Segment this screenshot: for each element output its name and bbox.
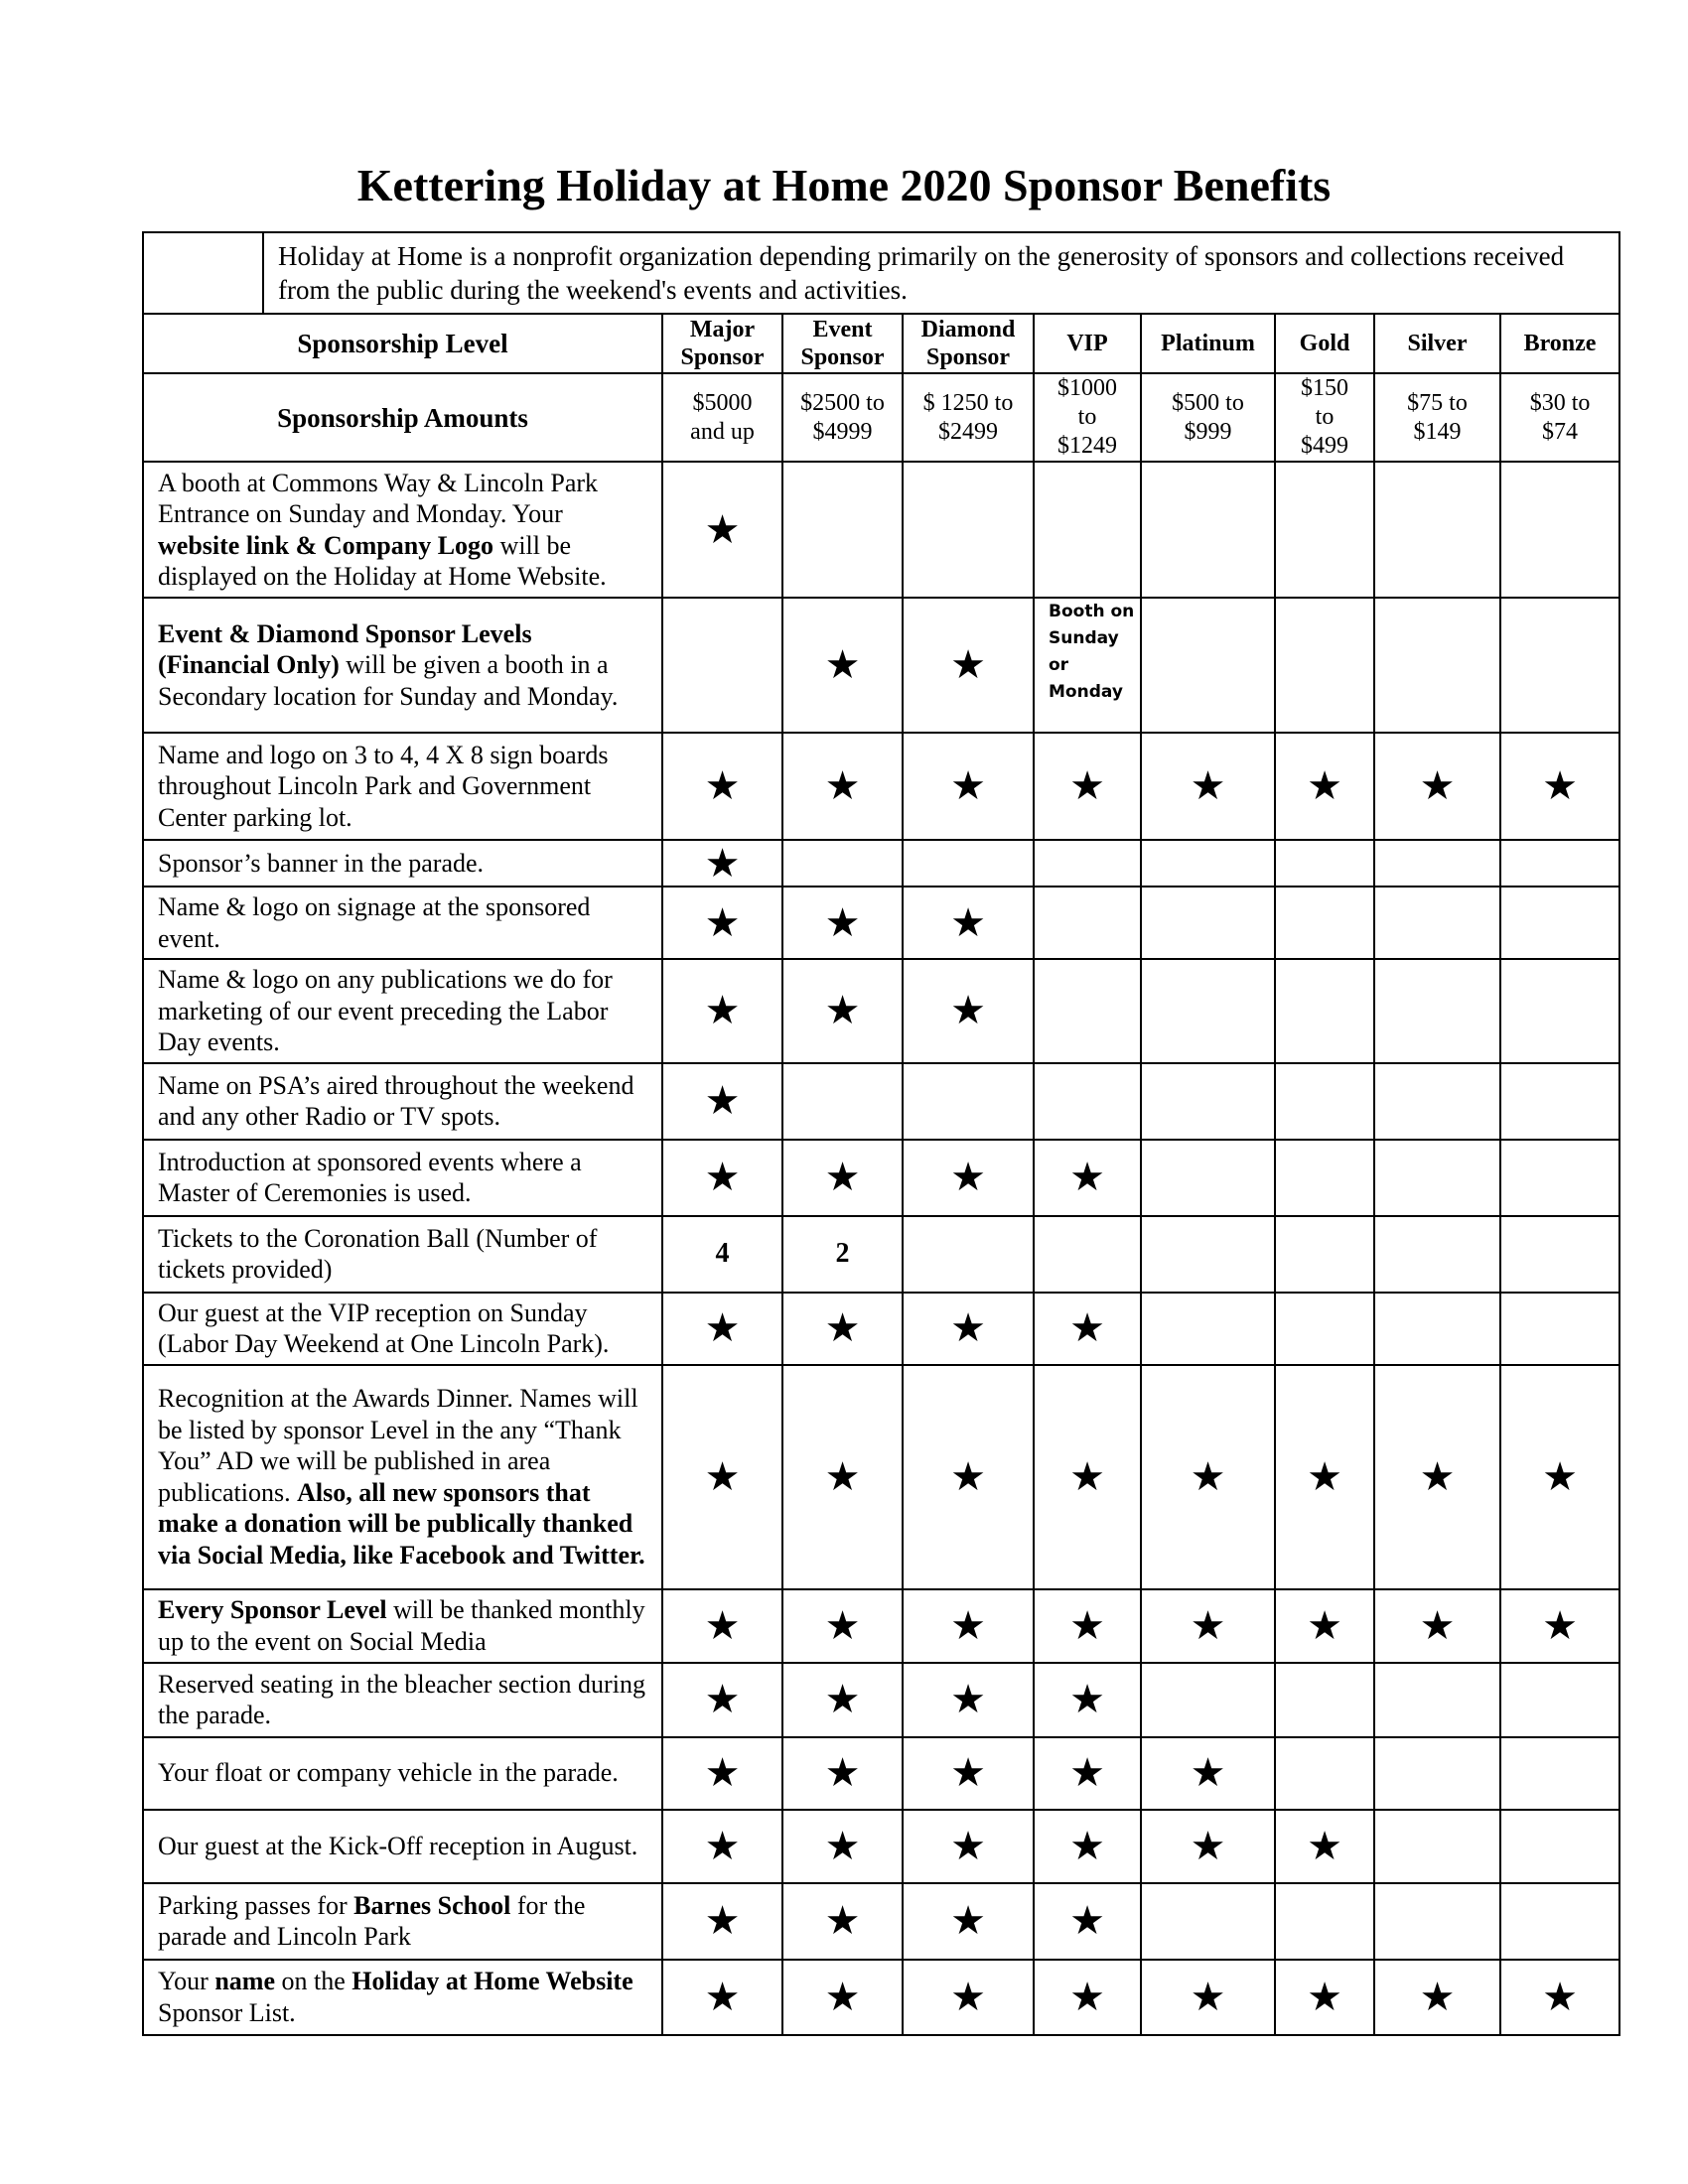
amount-text: $5000 (692, 389, 753, 416)
amount-text: $30 to (1529, 389, 1591, 416)
benefit-text: Reserved seating in the bleacher section during the parade. (158, 1669, 645, 1729)
star-icon: ★ (662, 1365, 782, 1589)
empty-cell (662, 598, 782, 733)
benefit-row (143, 1663, 1619, 1737)
benefit-row (143, 462, 1619, 598)
benefit-row (143, 1293, 1619, 1365)
amount-bronze (1500, 373, 1619, 462)
empty-cell (782, 1063, 903, 1140)
amount-text: $ 1250 to (922, 389, 1014, 416)
benefit-bold-text: Every Sponsor Level (158, 1595, 387, 1624)
level-header-text: Bronze (1523, 331, 1597, 356)
empty-cell (1500, 840, 1619, 887)
benefit-text: Our guest at the VIP reception on Sunday (Labor Day Weekend at One Lincoln Park). (158, 1297, 610, 1358)
sponsorship-level-label: Sponsorship Level (143, 314, 662, 373)
empty-cell (1275, 462, 1374, 598)
amount-text: $1249 (1057, 433, 1117, 459)
empty-cell (1034, 1216, 1141, 1293)
empty-cell (1500, 462, 1619, 598)
star-icon: ★ (662, 887, 782, 959)
benefit-text: Sponsor List. (158, 1997, 296, 2027)
star-icon: ★ (782, 1293, 903, 1365)
empty-cell (1500, 1883, 1619, 1960)
benefit-row (143, 840, 1619, 887)
star-icon: ★ (662, 1589, 782, 1663)
star-icon: ★ (1275, 1810, 1374, 1883)
benefit-bold-text: Holiday at Home Website (352, 1967, 633, 1995)
star-icon: ★ (1034, 1737, 1141, 1810)
empty-cell (903, 1216, 1034, 1293)
star-icon: ★ (903, 1960, 1034, 2035)
star-icon: ★ (782, 1960, 903, 2035)
benefit-description (143, 887, 662, 959)
star-icon: ★ (903, 959, 1034, 1063)
star-icon: ★ (662, 1737, 782, 1810)
star-icon: ★ (1141, 1810, 1275, 1883)
empty-cell (1374, 1810, 1500, 1883)
amount-text: $499 (1301, 433, 1348, 459)
empty-cell (1034, 959, 1141, 1063)
empty-cell (1500, 1737, 1619, 1810)
benefit-description (143, 1589, 662, 1663)
star-icon: ★ (782, 887, 903, 959)
empty-cell (1141, 1063, 1275, 1140)
benefit-text: Recognition at the Awards Dinner. Names will be listed by sponsor Level in the any “Thank You” AD we will be published in area publications. (158, 1384, 638, 1507)
star-icon: ★ (662, 462, 782, 598)
benefit-row (143, 1365, 1619, 1589)
benefit-text: Tickets to the Coronation Ball (Number of tickets provided) (158, 1223, 598, 1284)
star-icon: ★ (903, 598, 1034, 733)
empty-cell (1374, 1883, 1500, 1960)
star-icon: ★ (903, 887, 1034, 959)
benefit-bold-text: website link & Company Logo (158, 530, 494, 560)
benefit-row (143, 598, 1619, 733)
benefit-row (143, 733, 1619, 840)
star-icon: ★ (782, 1663, 903, 1737)
level-header-text: Diamond (920, 317, 1016, 342)
star-icon: ★ (782, 1140, 903, 1216)
level-header-text: Platinum (1161, 331, 1255, 356)
star-icon: ★ (903, 1663, 1034, 1737)
empty-cell (1034, 1063, 1141, 1140)
benefit-row (143, 1216, 1619, 1293)
empty-cell (1275, 1883, 1374, 1960)
empty-cell (1374, 598, 1500, 733)
empty-cell (782, 462, 903, 598)
star-icon: ★ (1500, 1589, 1619, 1663)
benefit-row (143, 1960, 1619, 2035)
page-title: Kettering Holiday at Home 2020 Sponsor Benefits (356, 160, 1332, 210)
benefit-bold-text: Also, all new sponsors that make a donation will be publically thanked via Social Media, like Facebook and Twitter. (158, 1477, 645, 1570)
star-icon: ★ (1141, 733, 1275, 840)
empty-cell (1500, 1216, 1619, 1293)
empty-cell (1141, 1293, 1275, 1365)
benefit-row (143, 1140, 1619, 1216)
star-icon: ★ (662, 840, 782, 887)
empty-cell (1141, 959, 1275, 1063)
star-icon: ★ (903, 1810, 1034, 1883)
amount-event (782, 373, 903, 462)
empty-cell (1275, 840, 1374, 887)
star-icon: ★ (782, 1737, 903, 1810)
star-icon: ★ (903, 1589, 1034, 1663)
benefit-description (143, 462, 662, 598)
empty-cell (1275, 959, 1374, 1063)
star-icon: ★ (903, 733, 1034, 840)
star-icon: ★ (1275, 733, 1374, 840)
amount-text: $149 (1413, 418, 1462, 445)
star-icon: ★ (1500, 1365, 1619, 1589)
empty-cell (1500, 1063, 1619, 1140)
star-icon: ★ (782, 733, 903, 840)
level-header-text: Event (812, 317, 873, 342)
empty-cell (1141, 840, 1275, 887)
benefit-text: Introduction at sponsored events where a Master of Ceremonies is used. (158, 1147, 582, 1207)
amount-text: $1000 (1057, 375, 1117, 401)
ticket-count: 2 (782, 1216, 903, 1293)
level-header-gold (1275, 314, 1374, 373)
star-icon: ★ (903, 1365, 1034, 1589)
empty-cell (1275, 1293, 1374, 1365)
empty-cell (903, 462, 1034, 598)
star-icon: ★ (1374, 733, 1500, 840)
booth-note: Booth on Sunday or Monday (1034, 598, 1141, 733)
empty-cell (1374, 840, 1500, 887)
star-icon: ★ (1034, 1365, 1141, 1589)
empty-cell (1374, 959, 1500, 1063)
star-icon: ★ (1034, 733, 1141, 840)
empty-cell (903, 1063, 1034, 1140)
level-header-text: Gold (1299, 331, 1350, 356)
benefit-row (143, 887, 1619, 959)
amount-platinum (1141, 373, 1275, 462)
benefit-description (143, 733, 662, 840)
benefit-text: Parking passes for (158, 1890, 354, 1920)
benefit-description (143, 1140, 662, 1216)
intro-blank-cell (143, 232, 263, 314)
amount-text: $500 to (1172, 389, 1244, 416)
empty-cell (903, 840, 1034, 887)
benefit-text: Sponsor’s banner in the parade. (158, 848, 485, 878)
benefit-bold-text: Event & Diamond Sponsor Levels (Financial Only) (158, 618, 532, 680)
amount-diamond (903, 373, 1034, 462)
amount-header-row (143, 373, 1619, 462)
benefit-row (143, 959, 1619, 1063)
amount-text: $999 (1184, 418, 1232, 445)
star-icon: ★ (903, 1883, 1034, 1960)
empty-cell (1141, 462, 1275, 598)
level-header-vip (1034, 314, 1141, 373)
benefit-row (143, 1883, 1619, 1960)
star-icon: ★ (1034, 1960, 1141, 2035)
amount-text: $75 to (1407, 389, 1468, 416)
empty-cell (1500, 887, 1619, 959)
benefit-row (143, 1810, 1619, 1883)
level-header-bronze (1500, 314, 1619, 373)
star-icon: ★ (903, 1293, 1034, 1365)
empty-cell (1275, 887, 1374, 959)
star-icon: ★ (662, 1140, 782, 1216)
benefit-text: Name & logo on any publications we do for marketing of our event preceding the Labor Day events. (158, 965, 613, 1056)
empty-cell (1141, 887, 1275, 959)
empty-cell (1275, 598, 1374, 733)
star-icon: ★ (1034, 1293, 1141, 1365)
amount-vip (1034, 373, 1141, 462)
empty-cell (1374, 1140, 1500, 1216)
star-icon: ★ (1141, 1365, 1275, 1589)
star-icon: ★ (662, 1960, 782, 2035)
level-header-silver (1374, 314, 1500, 373)
benefit-description (143, 1737, 662, 1810)
level-header-text: Silver (1407, 331, 1468, 356)
empty-cell (1141, 598, 1275, 733)
star-icon: ★ (1034, 1140, 1141, 1216)
amount-text: $4999 (812, 418, 873, 445)
amount-text: $2499 (938, 418, 998, 445)
star-icon: ★ (1141, 1737, 1275, 1810)
empty-cell (1275, 1063, 1374, 1140)
benefit-text: A booth at Commons Way & Lincoln Park Entrance on Sunday and Monday. Your (158, 468, 599, 528)
level-header-text: Sponsor (800, 344, 885, 370)
benefit-description (143, 598, 662, 733)
star-icon: ★ (1374, 1960, 1500, 2035)
empty-cell (1034, 887, 1141, 959)
empty-cell (1374, 1293, 1500, 1365)
star-icon: ★ (662, 1293, 782, 1365)
star-icon: ★ (1275, 1589, 1374, 1663)
benefit-description (143, 840, 662, 887)
star-icon: ★ (662, 733, 782, 840)
star-icon: ★ (662, 1063, 782, 1140)
level-header-major (662, 314, 782, 373)
star-icon: ★ (1034, 1810, 1141, 1883)
star-icon: ★ (1034, 1663, 1141, 1737)
benefit-text: Your (158, 1967, 215, 1995)
empty-cell (1374, 1737, 1500, 1810)
star-icon: ★ (782, 598, 903, 733)
amount-major (662, 373, 782, 462)
empty-cell (1034, 840, 1141, 887)
empty-cell (1500, 1663, 1619, 1737)
benefit-description (143, 1216, 662, 1293)
amount-text: and up (690, 418, 755, 445)
benefit-row (143, 1063, 1619, 1140)
star-icon: ★ (1500, 1960, 1619, 2035)
star-icon: ★ (1500, 733, 1619, 840)
star-icon: ★ (1374, 1589, 1500, 1663)
empty-cell (1141, 1663, 1275, 1737)
benefit-text: Name and logo on 3 to 4, 4 X 8 sign boards throughout Lincoln Park and Government Center parking lot. (158, 740, 609, 832)
amount-gold (1275, 373, 1374, 462)
star-icon: ★ (1374, 1365, 1500, 1589)
star-icon: ★ (662, 1883, 782, 1960)
level-header-diamond (903, 314, 1034, 373)
benefit-text: Our guest at the Kick-Off reception in August. (158, 1831, 638, 1860)
star-icon: ★ (662, 1663, 782, 1737)
empty-cell (1500, 1140, 1619, 1216)
empty-cell (1374, 1063, 1500, 1140)
empty-cell (1500, 1293, 1619, 1365)
empty-cell (1500, 598, 1619, 733)
ticket-count: 4 (662, 1216, 782, 1293)
benefit-description (143, 1883, 662, 1960)
amount-text: $74 (1542, 418, 1579, 445)
benefit-description (143, 1810, 662, 1883)
level-header-text: Sponsor (680, 344, 765, 370)
star-icon: ★ (782, 1589, 903, 1663)
benefit-text: on the (275, 1967, 352, 1995)
benefit-text: Name on PSA’s aired throughout the weekend and any other Radio or TV spots. (158, 1070, 634, 1131)
benefit-row (143, 1737, 1619, 1810)
star-icon: ★ (903, 1140, 1034, 1216)
star-icon: ★ (662, 959, 782, 1063)
star-icon: ★ (1275, 1960, 1374, 2035)
amount-text: $2500 to (800, 389, 885, 416)
empty-cell (1374, 1663, 1500, 1737)
sponsorship-amounts-label: Sponsorship Amounts (143, 373, 662, 462)
empty-cell (1374, 1216, 1500, 1293)
star-icon: ★ (1141, 1960, 1275, 2035)
empty-cell (1500, 959, 1619, 1063)
benefit-text: will be displayed on the Holiday at Home Website. (158, 530, 607, 591)
amount-text: to (1315, 404, 1335, 430)
star-icon: ★ (782, 1810, 903, 1883)
empty-cell (1374, 887, 1500, 959)
benefit-description (143, 1293, 662, 1365)
benefit-text: for the parade and Lincoln Park (158, 1890, 586, 1951)
star-icon: ★ (903, 1737, 1034, 1810)
star-icon: ★ (782, 1883, 903, 1960)
benefit-description (143, 1063, 662, 1140)
empty-cell (1374, 462, 1500, 598)
empty-cell (1141, 1140, 1275, 1216)
star-icon: ★ (782, 959, 903, 1063)
star-icon: ★ (1141, 1589, 1275, 1663)
sponsor-benefits-table (142, 231, 1620, 2036)
benefit-description (143, 1365, 662, 1589)
benefit-description (143, 1960, 662, 2035)
level-header-platinum (1141, 314, 1275, 373)
empty-cell (1500, 1810, 1619, 1883)
benefit-description (143, 959, 662, 1063)
benefit-bold-text: Barnes School (353, 1890, 511, 1920)
star-icon: ★ (1275, 1365, 1374, 1589)
level-header-row (143, 314, 1619, 373)
amount-silver (1374, 373, 1500, 462)
amount-text: to (1077, 404, 1097, 430)
intro-row (143, 232, 1619, 314)
benefit-description (143, 1663, 662, 1737)
benefit-text: will be given a booth in a Secondary location for Sunday and Monday. (158, 650, 619, 711)
empty-cell (1034, 462, 1141, 598)
benefit-bold-text: name (214, 1967, 276, 1995)
star-icon: ★ (1034, 1589, 1141, 1663)
level-header-text: Sponsor (925, 344, 1011, 370)
empty-cell (782, 840, 903, 887)
level-header-text: Major (689, 317, 756, 342)
empty-cell (1141, 1216, 1275, 1293)
level-header-text: VIP (1066, 331, 1108, 356)
benefit-text: Your float or company vehicle in the parade. (158, 1758, 619, 1788)
empty-cell (1275, 1140, 1374, 1216)
star-icon: ★ (782, 1365, 903, 1589)
empty-cell (1141, 1883, 1275, 1960)
benefit-row (143, 1589, 1619, 1663)
star-icon: ★ (1034, 1883, 1141, 1960)
benefit-text: will be thanked monthly up to the event on Social Media (158, 1595, 645, 1656)
empty-cell (1275, 1216, 1374, 1293)
level-header-event (782, 314, 903, 373)
star-icon: ★ (662, 1810, 782, 1883)
empty-cell (1275, 1663, 1374, 1737)
amount-text: $150 (1301, 375, 1348, 401)
empty-cell (1275, 1737, 1374, 1810)
intro-text: Holiday at Home is a nonprofit organization depending primarily on the generosity of sponsors and collections received from the public during the weekend's events and activities. (263, 232, 1619, 314)
benefit-text: Name & logo on signage at the sponsored event. (158, 892, 591, 953)
